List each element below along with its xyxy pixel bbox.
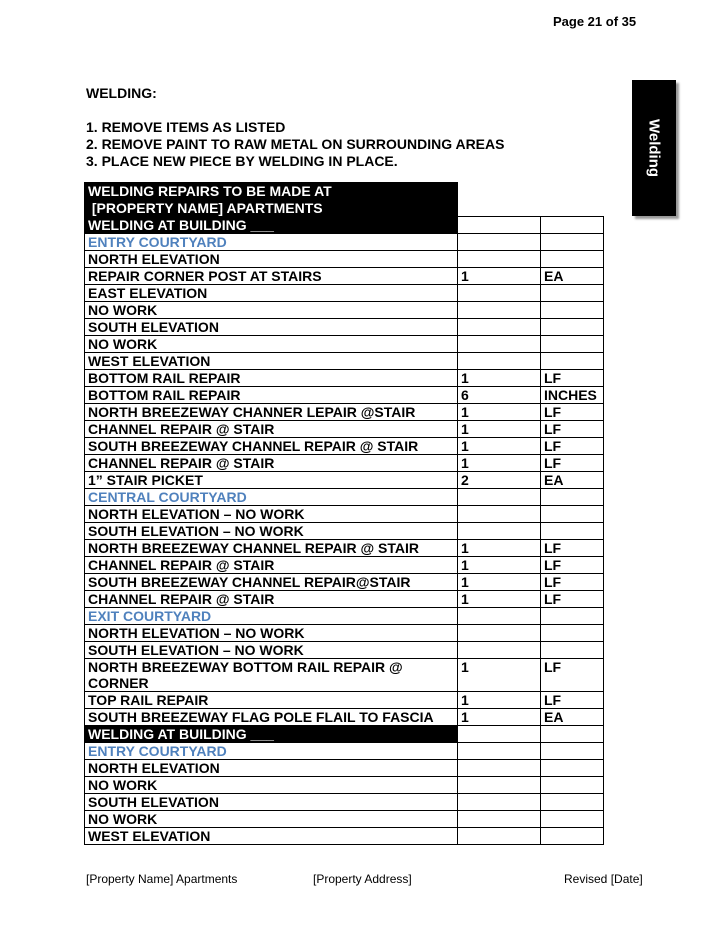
row-description: NORTH ELEVATION bbox=[85, 760, 458, 777]
table-row bbox=[85, 489, 604, 506]
row-quantity: 1 bbox=[458, 574, 541, 591]
row-unit: LF bbox=[541, 574, 604, 591]
row-unit bbox=[541, 828, 604, 845]
row-description: NORTH BREEZEWAY CHANNEL REPAIR @ STAIR bbox=[85, 540, 458, 557]
table-row bbox=[85, 760, 604, 777]
row-quantity: 1 bbox=[458, 438, 541, 455]
row-quantity bbox=[458, 217, 541, 234]
section-tab-label: Welding bbox=[645, 118, 663, 178]
row-description: WELDING AT BUILDING ___ bbox=[85, 726, 458, 743]
row-quantity: 1 bbox=[458, 692, 541, 709]
row-quantity: 1 bbox=[458, 591, 541, 608]
row-unit bbox=[541, 234, 604, 251]
row-unit: LF bbox=[541, 540, 604, 557]
row-quantity bbox=[458, 319, 541, 336]
row-quantity: 1 bbox=[458, 404, 541, 421]
table-row bbox=[85, 625, 604, 642]
row-unit bbox=[541, 608, 604, 625]
table-row bbox=[85, 234, 604, 251]
row-quantity bbox=[458, 234, 541, 251]
row-unit: EA bbox=[541, 709, 604, 726]
instruction-step: 1. REMOVE ITEMS AS LISTED bbox=[86, 119, 286, 135]
row-unit bbox=[541, 794, 604, 811]
row-description: CHANNEL REPAIR @ STAIR bbox=[85, 591, 458, 608]
instruction-step: 3. PLACE NEW PIECE BY WELDING IN PLACE. bbox=[86, 153, 398, 169]
table-row bbox=[85, 743, 604, 760]
row-description: NO WORK bbox=[85, 777, 458, 794]
table-row bbox=[85, 523, 604, 540]
row-quantity: 6 bbox=[458, 387, 541, 404]
table-row bbox=[85, 642, 604, 659]
row-quantity: 1 bbox=[458, 540, 541, 557]
row-unit bbox=[541, 726, 604, 743]
row-unit: LF bbox=[541, 421, 604, 438]
row-unit bbox=[541, 625, 604, 642]
row-unit bbox=[541, 302, 604, 319]
row-description: CHANNEL REPAIR @ STAIR bbox=[85, 557, 458, 574]
table-row bbox=[85, 387, 604, 404]
footer-property-address: [Property Address] bbox=[313, 872, 412, 886]
table-row bbox=[85, 828, 604, 845]
row-description: REPAIR CORNER POST AT STAIRS bbox=[85, 268, 458, 285]
row-quantity: 1 bbox=[458, 557, 541, 574]
row-description: EAST ELEVATION bbox=[85, 285, 458, 302]
row-description: NORTH ELEVATION – NO WORK bbox=[85, 625, 458, 642]
table-row bbox=[85, 455, 604, 472]
footer-revised-date: Revised [Date] bbox=[564, 872, 643, 886]
row-quantity bbox=[458, 523, 541, 540]
row-description: SOUTH BREEZEWAY FLAG POLE FLAIL TO FASCIA bbox=[85, 709, 458, 726]
table-row bbox=[85, 574, 604, 591]
row-quantity bbox=[458, 760, 541, 777]
row-quantity: 1 bbox=[458, 659, 541, 692]
row-description: SOUTH ELEVATION – NO WORK bbox=[85, 642, 458, 659]
table-row bbox=[85, 404, 604, 421]
row-description: EXIT COURTYARD bbox=[85, 608, 458, 625]
table-header-subtitle: [PROPERTY NAME] APARTMENTS bbox=[85, 200, 458, 217]
welding-repairs-table bbox=[84, 182, 604, 845]
row-quantity bbox=[458, 353, 541, 370]
instructions-heading: WELDING: bbox=[86, 85, 157, 101]
row-description: NO WORK bbox=[85, 302, 458, 319]
table-header-title: WELDING REPAIRS TO BE MADE AT bbox=[85, 183, 458, 200]
row-quantity bbox=[458, 625, 541, 642]
row-description: 1” STAIR PICKET bbox=[85, 472, 458, 489]
row-unit bbox=[541, 217, 604, 234]
row-quantity: 1 bbox=[458, 268, 541, 285]
table-row bbox=[85, 370, 604, 387]
footer-property-name: [Property Name] Apartments bbox=[86, 872, 238, 886]
row-unit: LF bbox=[541, 455, 604, 472]
row-quantity bbox=[458, 506, 541, 523]
row-description: ENTRY COURTYARD bbox=[85, 234, 458, 251]
row-quantity bbox=[458, 828, 541, 845]
row-quantity bbox=[458, 285, 541, 302]
row-description: SOUTH BREEZEWAY CHANNEL REPAIR @ STAIR bbox=[85, 438, 458, 455]
row-unit bbox=[541, 760, 604, 777]
row-quantity bbox=[458, 794, 541, 811]
row-description: NORTH ELEVATION bbox=[85, 251, 458, 268]
row-description: SOUTH ELEVATION bbox=[85, 794, 458, 811]
table-row bbox=[85, 319, 604, 336]
row-unit bbox=[541, 642, 604, 659]
row-unit: LF bbox=[541, 557, 604, 574]
row-unit bbox=[541, 353, 604, 370]
row-description: ENTRY COURTYARD bbox=[85, 743, 458, 760]
instruction-step: 2. REMOVE PAINT TO RAW METAL ON SURROUNDING AREAS bbox=[86, 136, 505, 152]
table-row bbox=[85, 353, 604, 370]
row-quantity: 2 bbox=[458, 472, 541, 489]
row-unit: EA bbox=[541, 268, 604, 285]
row-unit bbox=[541, 336, 604, 353]
row-description: CHANNEL REPAIR @ STAIR bbox=[85, 421, 458, 438]
row-unit bbox=[541, 811, 604, 828]
row-quantity: 1 bbox=[458, 421, 541, 438]
row-description: WEST ELEVATION bbox=[85, 353, 458, 370]
table-row bbox=[85, 302, 604, 319]
table-row bbox=[85, 811, 604, 828]
table-row bbox=[85, 268, 604, 285]
table-row bbox=[85, 726, 604, 743]
row-unit bbox=[541, 319, 604, 336]
table-row bbox=[85, 692, 604, 709]
row-unit bbox=[541, 777, 604, 794]
row-description: BOTTOM RAIL REPAIR bbox=[85, 370, 458, 387]
row-description: CENTRAL COURTYARD bbox=[85, 489, 458, 506]
row-unit: EA bbox=[541, 472, 604, 489]
table-row bbox=[85, 472, 604, 489]
row-quantity bbox=[458, 777, 541, 794]
table-row bbox=[85, 217, 604, 234]
row-description: NORTH BREEZEWAY CHANNER LEPAIR @STAIR bbox=[85, 404, 458, 421]
row-unit: LF bbox=[541, 591, 604, 608]
row-quantity bbox=[458, 608, 541, 625]
row-unit: INCHES bbox=[541, 387, 604, 404]
row-quantity bbox=[458, 251, 541, 268]
row-quantity: 1 bbox=[458, 709, 541, 726]
table-header-row bbox=[85, 200, 604, 217]
row-unit bbox=[541, 743, 604, 760]
table-row bbox=[85, 608, 604, 625]
row-description: NO WORK bbox=[85, 336, 458, 353]
table-row bbox=[85, 421, 604, 438]
table-row bbox=[85, 709, 604, 726]
row-description: BOTTOM RAIL REPAIR bbox=[85, 387, 458, 404]
row-description: SOUTH BREEZEWAY CHANNEL REPAIR@STAIR bbox=[85, 574, 458, 591]
row-quantity bbox=[458, 726, 541, 743]
row-quantity: 1 bbox=[458, 370, 541, 387]
row-quantity bbox=[458, 302, 541, 319]
row-description: NO WORK bbox=[85, 811, 458, 828]
row-quantity bbox=[458, 489, 541, 506]
table-row bbox=[85, 794, 604, 811]
row-unit bbox=[541, 523, 604, 540]
row-unit: LF bbox=[541, 438, 604, 455]
instructions bbox=[86, 85, 504, 170]
row-unit: LF bbox=[541, 404, 604, 421]
row-unit: LF bbox=[541, 370, 604, 387]
row-description: CHANNEL REPAIR @ STAIR bbox=[85, 455, 458, 472]
row-unit bbox=[541, 251, 604, 268]
row-unit bbox=[541, 506, 604, 523]
row-quantity bbox=[458, 743, 541, 760]
table-row bbox=[85, 285, 604, 302]
table-row bbox=[85, 251, 604, 268]
row-quantity bbox=[458, 811, 541, 828]
section-tab bbox=[632, 80, 676, 216]
table-row bbox=[85, 336, 604, 353]
table-row bbox=[85, 557, 604, 574]
row-quantity bbox=[458, 336, 541, 353]
row-quantity bbox=[458, 642, 541, 659]
row-description: TOP RAIL REPAIR bbox=[85, 692, 458, 709]
table-row bbox=[85, 506, 604, 523]
table-row bbox=[85, 777, 604, 794]
row-description: SOUTH ELEVATION – NO WORK bbox=[85, 523, 458, 540]
row-description: NORTH BREEZEWAY BOTTOM RAIL REPAIR @ CORNER bbox=[85, 659, 458, 692]
row-unit bbox=[541, 285, 604, 302]
table-row bbox=[85, 591, 604, 608]
row-description: NORTH ELEVATION – NO WORK bbox=[85, 506, 458, 523]
page-number: Page 21 of 35 bbox=[553, 14, 637, 29]
row-description: SOUTH ELEVATION bbox=[85, 319, 458, 336]
row-unit: LF bbox=[541, 692, 604, 709]
table-row bbox=[85, 659, 604, 692]
row-description: WELDING AT BUILDING ___ bbox=[85, 217, 458, 234]
row-unit bbox=[541, 489, 604, 506]
row-description: WEST ELEVATION bbox=[85, 828, 458, 845]
table-row bbox=[85, 438, 604, 455]
table-row bbox=[85, 540, 604, 557]
row-unit: LF bbox=[541, 659, 604, 692]
table-header-row bbox=[85, 183, 604, 200]
row-quantity: 1 bbox=[458, 455, 541, 472]
